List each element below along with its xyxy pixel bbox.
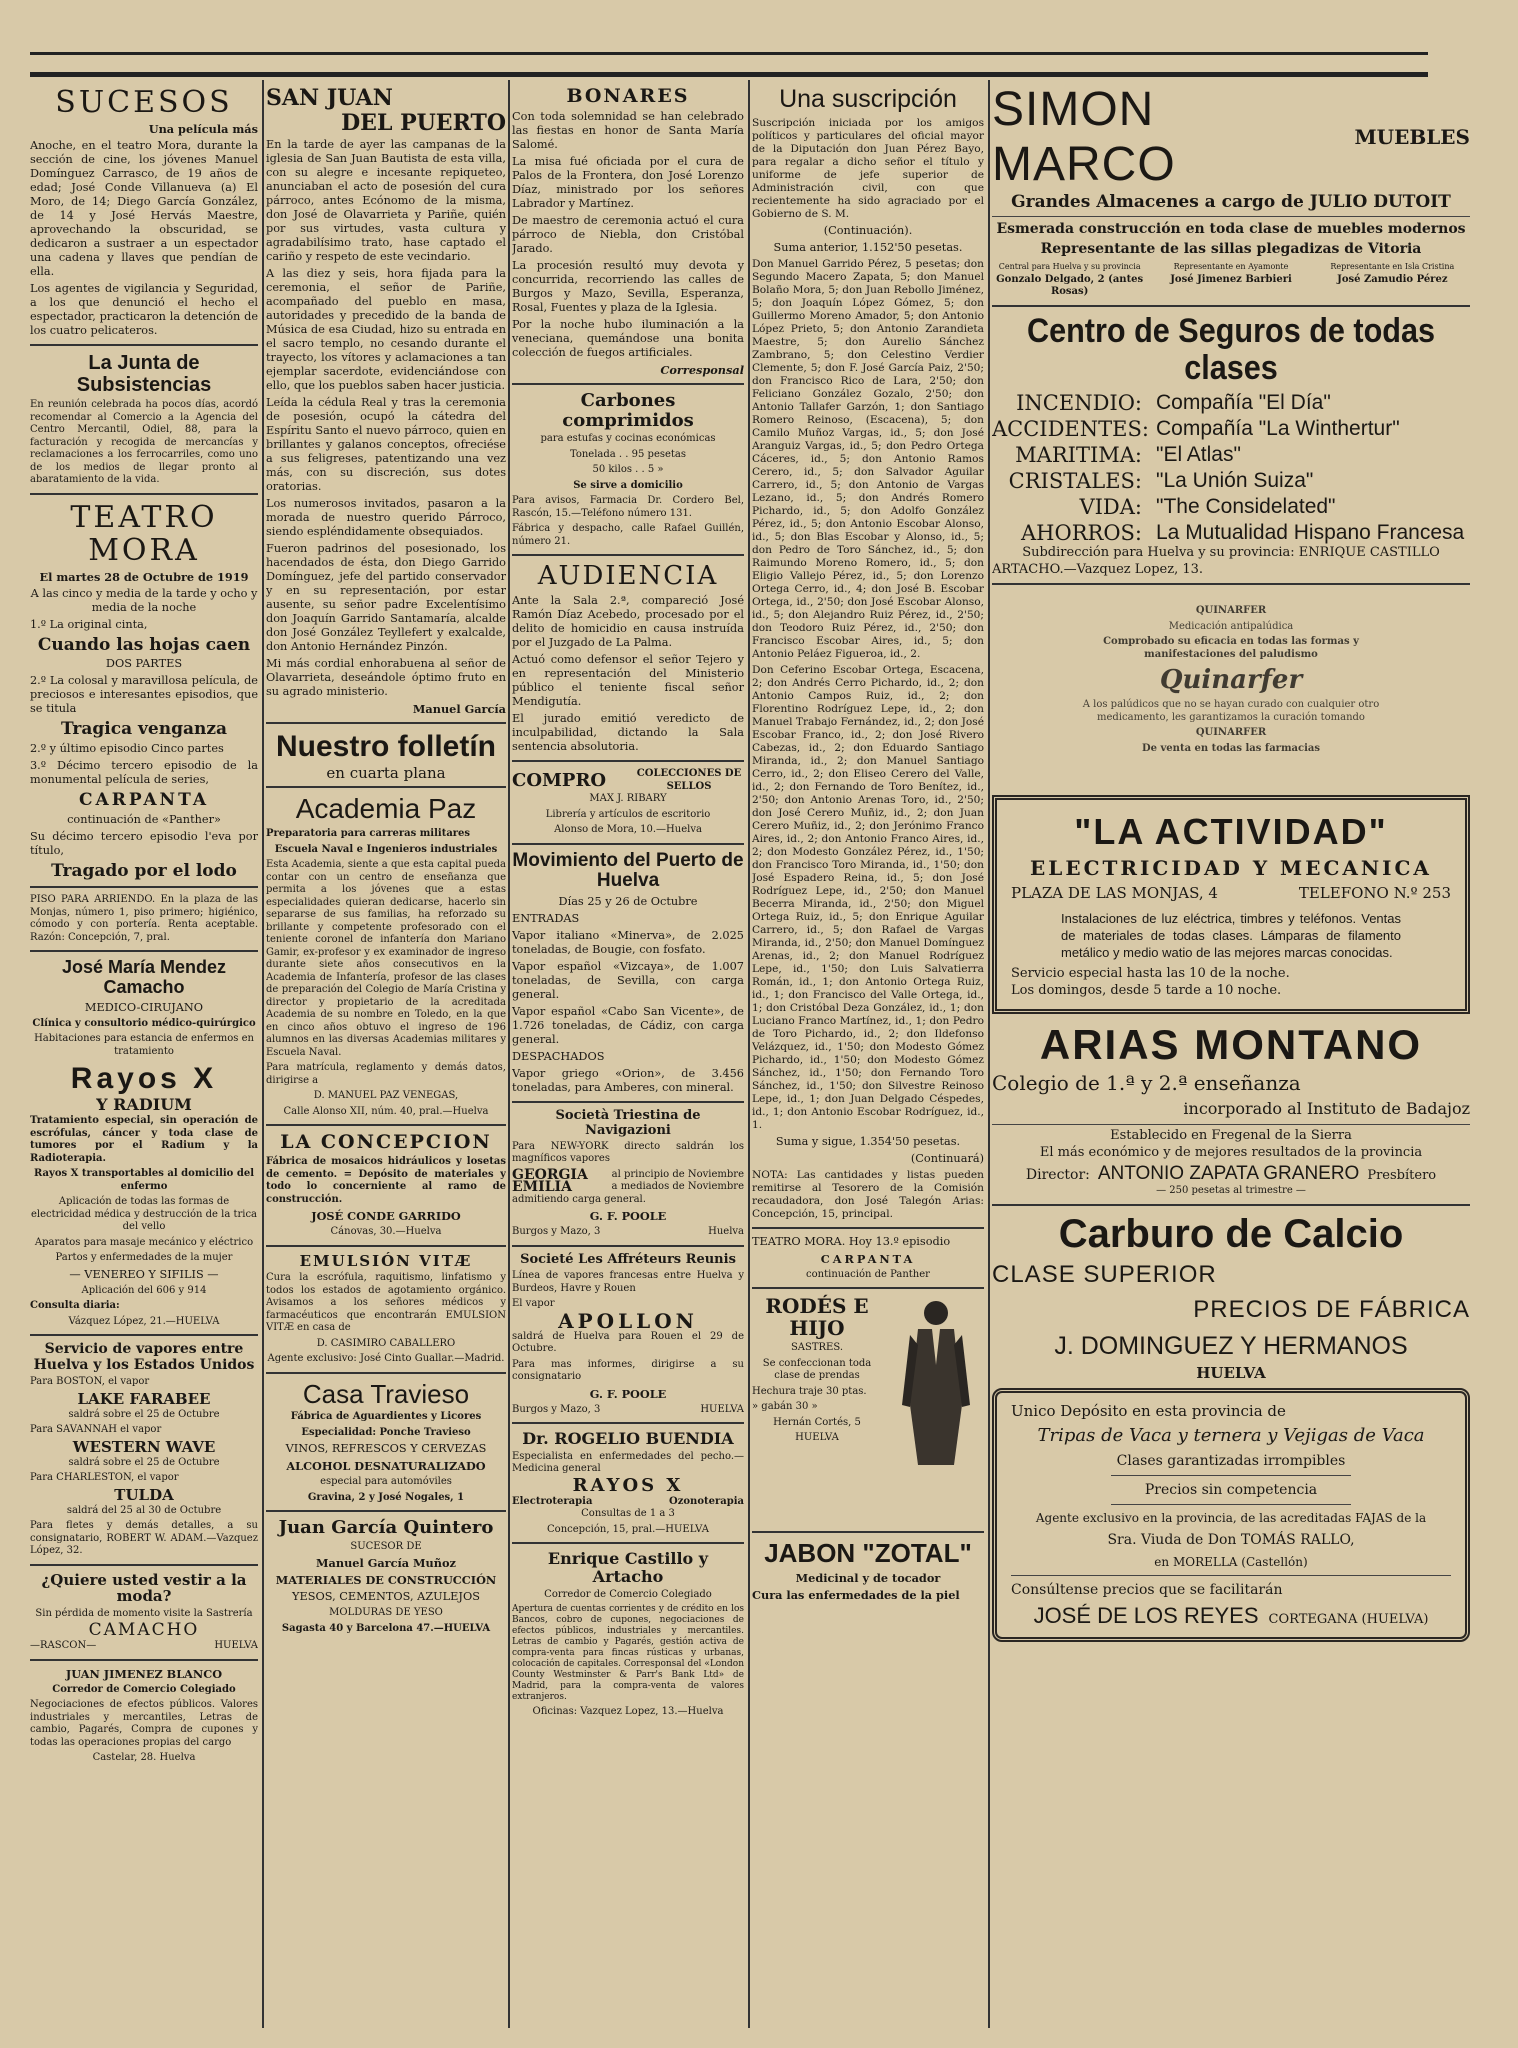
column-divider: [262, 80, 264, 2028]
suscripcion-paragraph: Don Manuel Garrido Pérez, 5 pesetas; don Segundo Macero Zapata, 5; don Manuel Bolaño Mora, 5; don Juan Rebollo Jiménez, 5; don Joaquín López Gómez, 5; don Guillermo Moreno Amador, 5; don Antonio López Prieto, 5; don Antonio Zarandieta Maestre, 5; don Aurelio Sánchez Zambrano, 5; don Celestino Verdier Clemente, 5; don F. José García Paiz, 2'50; don Francisco Rico de Lara, 2'50; don Feliciano González Gozalo, 2'50; don Antonio Tallafer Garzón, 1; don Santiago Romero Reinoso, (Escacena), 5; don Camilo Muñoz Vargas, id., 5; don José Aranguiz Vargas, id., 5; don Pedro Ortega Cáceres, id., 5; don Antonio Ramos Cerero, id., 5; don Salvador Aguilar Carrero, id., 5; don Antonio de Vargas Lezano, id., 5; don Andrés Romero Pichardo, id., 5; don Adolfo González Pérez, id., 5; don Antonio Escobar Alonso, id., 5; don Blas Escobar y Alonso, id., 5; don Pedro de Toro Sánchez, id., 5; don Raimundo Moreno Romero, id., 5; don Eligio Vallejo Pérez, id., 5; don Lorenzo Ortega Cerro, id., 4; don José B. Escobar Ortega, id., 2'50; don José Escobar Alonso, id., 5; don Alejandro Ruiz Pérez, id., 2'50; don Teodoro Ruiz Pérez, id., 2'50; don Francisco Escobar Aires, id., 5; don Antonio Peláez Figueroa, id., 2.: [752, 257, 984, 660]
travieso-line: Gravina, 2 y José Nogales, 1: [307, 1491, 465, 1503]
simon-side: MUEBLES: [1354, 125, 1470, 149]
rodes-line: Se confeccionan toda clase de prendas: [762, 1357, 872, 1381]
rodes-line: Hernán Cortés, 5: [773, 1416, 861, 1428]
triestina-line: Huelva: [708, 1226, 744, 1238]
puerto-line: Vapor griego «Orion», de 3.456 toneladas, para Amberes, con mineral.: [512, 1067, 744, 1095]
bonares-paragraph: Por la noche hubo iluminación a la veneciana, quemándose una bonita colección de fuegos artificiales.: [512, 317, 744, 359]
sanjuan-paragraph: Fueron padrinos del posesionado, los hacendados de ésta, don Diego Garrido Domínguez, jefe del partido conservador y en su representación, por estar ausente, su señor padre Excelentísimo don Joaquín Garrido Santamaría, alcalde don José González Teyllefert y exalcalde, don Antonio Hernández Pinzón.: [266, 542, 506, 654]
teatro-line: Su décimo tercero episodio l'eva por título,: [30, 829, 258, 857]
seguros-company: "El Atlas": [1156, 443, 1241, 467]
arias-name: ANTONIO ZAPATA GRANERO: [1097, 1163, 1360, 1185]
emulsion-agent: Agente exclusivo: José Cinto Guallar.—Madrid.: [267, 1353, 505, 1365]
quinarfer-name: Quinarfer: [1159, 665, 1303, 696]
simon-branch: Representante en Ayamonte: [1173, 262, 1289, 271]
simon-title: SIMON MARCO: [992, 83, 1176, 191]
column-3: [512, 82, 744, 2028]
carbones-line: Tonelada . . 95 pesetas: [569, 448, 687, 460]
academia-paragraph: Esta Academia, siente a que esta capital pueda contar con un centro de enseñanza que permita a los jóvenes que a estas especialidades quieran dedicarse, hacerlo sin separarse de sus familias, ha reforzado su brillante y competente profesorado con el teniente coronel de infantería don Mariano Gamir, ex-profesor y ex examinador de ingreso durante siete años consecutivos en la Academia de Infantería, profesor de las clases de preparación del Colegio de María Cristina y director y propietario de la acreditada Academia de su nombre en Toledo, en la que en cinco años obtuvo el ingreso de 196 alumnos en las diversas Academias militares y Escuela Naval.: [266, 859, 506, 1058]
quinarfer-ad: [1072, 605, 1390, 775]
buendia-line: Electroterapia: [512, 1495, 593, 1507]
sanjuan-paragraph: A las diez y seis, hora fijada para la ceremonia, el señor de Pariñe, acompañado del pueblo en masa, autoridades y precedido de la banda de Música de esa Ciudad, hizo su entrada en el sacro templo, no cesando durante el trayecto, los vítores y aclamaciones a tan ejemplar sacerdote, evidenciándose con ello, que los pueblos saben hacer justicia.: [266, 267, 506, 393]
actividad-sub: ELECTRICIDAD Y MECANICA: [1030, 855, 1432, 880]
suscripcion-line: Suma y sigue, 1.354'50 pesetas.: [775, 1134, 961, 1148]
seguros-row: [992, 468, 1470, 494]
rodes-title: RODÉS E HIJO: [765, 1294, 869, 1340]
simon-sub: Grandes Almacenes a cargo de JULIO DUTOIT: [1011, 192, 1451, 212]
affreteurs-line: El vapor: [512, 1298, 555, 1310]
column-divider: [988, 80, 990, 2028]
seguros-company: "La Unión Suiza": [1156, 469, 1314, 493]
tailor-figure-icon: [896, 1295, 976, 1475]
seguros-company: Compañía "La Winthertur": [1156, 417, 1400, 441]
carpanta-title: CARPANTA: [820, 1251, 916, 1266]
column-1: [30, 82, 258, 2028]
concepcion-addr: Cánovas, 30.—Huelva: [330, 1226, 442, 1238]
rodes-ad: [752, 1295, 984, 1525]
emulsion-paragraph: Cura la escrófula, raquitismo, linfatismo y todos los estados de agotamiento orgánico. Avisamos a los señores médicos y farmacéuticos que encontrarán EMULSION VITÆ en casa de: [266, 1272, 506, 1334]
simon-line: Representante de las sillas plegadizas de Vitoria: [1040, 241, 1422, 257]
puerto-line: Vapor italiano «Minerva», de 2.025 toneladas, de Bougie, con fosfato.: [512, 929, 744, 957]
bonares-paragraph: La misa fué oficiada por el cura de Palos de la Frontera, don José Lorenzo Díaz, ministrado por los señores Labrador y Martínez.: [512, 154, 744, 210]
sanjuan-paragraph: Mi más cordial enhorabuena al señor de Olavarrieta, deseándole óptimo fruto en su agrado ministerio.: [266, 657, 506, 699]
travieso-title: Casa Travieso: [302, 1378, 470, 1409]
seguros-list: [992, 390, 1470, 546]
audiencia-paragraph: El jurado emitió veredicto de inculpabilidad, dictando la Sala sentencia absolutoria.: [512, 712, 744, 754]
quintero-line: MOLDURAS DE YESO: [329, 1607, 443, 1619]
medico-line: Aplicación de todas las formas de electricidad médica y destrucción de la trica del vello: [30, 1196, 258, 1233]
triestina-line: admitiendo carga general.: [512, 1193, 646, 1205]
simon-branch: Representante en Isla Cristina: [1330, 262, 1455, 271]
bonares-title: BONARES: [566, 85, 690, 107]
carpanta-line: TEATRO MORA. Hoy 13.º episodio: [752, 1234, 951, 1248]
sucesos-paragraph: Anoche, en el teatro Mora, durante la sección de cine, los jóvenes Manuel Domínguez Carrasco, de 19 años de edad; José Conde Villanueva (a) El Moro, de 14; Diego García González, de 14 y José Hervás Maestre, aprovechando la obscuridad, se dedicaron a sustraer a un espectador una cadena y llaves que pendían de ella.: [30, 139, 258, 278]
bonares-paragraph: De maestro de ceremonia actuó el cura párroco de Niebla, don Cristóbal Jarado.: [512, 213, 744, 255]
seguros-row: [992, 416, 1470, 442]
triestina-line: Para NEW-YORK directo saldrán los magníficos vapores: [512, 1140, 744, 1165]
suscripcion-paragraph: Don Ceferino Escobar Ortega, Escacena, 2; don Andrés Cerro Pichardo, id., 2; don Antonio Campos Ruiz, id., 2; don Florentino Rodríguez Lepe, id., 2; don Manuel Trabajo Fernández, id., 2; don José Escobar Franco, id., 2; don José Rivero Cabezas, id., 2; don Eduardo Santiago Miranda, id., 2; don Manuel Santiago Cerro, id., 2; don Eliseo Cerero del Valle, id., 2; don Fernando de Toro Benítez, id., 2'50; don Antonio Arenas Toro, id., 2'50; don José Cerero Muñiz, id., 2; don Juan Cerero Muñiz, id., 2; don Jerónimo Franco Aires, id., 2; don Antonio Franco Aires, id., 2; don Modesto González Pérez, id., 1'50; don Francisco Toro Miranda, id., 1'50; don José Espadero Reina, id., 5; don José Rodríguez Lepe, id., 2'50; don Manuel Becerra Miranda, id., 2'50; don Miguel Ortega Ruiz, id., 5; don Enrique Aguilar Carrero, id., 5; don Rafael de Vargas Miranda, id., 2'50; don Manuel Domínguez Arenas, id., 2; don Manuel Rodríguez Lepe, id., 1'50; don Luis Salvatierra Román, id., 1; don Antonio Ortega Ruiz, id., 1; don Francisco del Valle Ortega, id., 1; don Cristóbal Deza González, id., 1; don Luciano Franco Martínez, id., 1; don Pedro de Toro Pichardo, id., 2; don Ildefonso Velázquez, id., 1'50; don Modesto Gómez Pichardo, id., 1'50; don Modesto Gómez Sánchez, id., 1'50; don Fernando Toro Sánchez, id., 1'50; don Silvestre Reinoso Lepe, id., 1; don Juan Delgado Céspedes, id., 1; don Antonio Escobar Rodríguez, id., 1.: [752, 663, 984, 1131]
column-divider: [508, 80, 510, 2028]
seguros-row: [992, 520, 1470, 546]
triestina-line: a mediados de Noviembre: [611, 1181, 744, 1193]
teatro-line: 3.º Décimo tercero episodio de la monumental película de series,: [30, 758, 258, 786]
piso-ad: PISO PARA ARRIENDO. En la plaza de las Monjas, número 1, piso primero; higiénico, cómodo y con portería. Renta aceptable. Razón: Concepción, 7, pral.: [30, 894, 258, 943]
column-5: [992, 82, 1470, 2028]
sanjuan-title: DEL PUERTO: [341, 110, 506, 137]
suscripcion-line: (Continuación).: [823, 223, 913, 237]
medico-line: Aplicación del 606 y 914: [81, 1284, 207, 1296]
quinarfer-line: QUINARFER: [1195, 727, 1267, 739]
buendia-line: Concepción, 15, pral.—HUELVA: [547, 1523, 709, 1535]
concepcion-paragraph: Fábrica de mosaicos hidráulicos y losetas de cemento. = Depósito de materiales y todo lo concerniente al ramo de construcción.: [266, 1156, 506, 1205]
actividad-addr: PLAZA DE LAS MONJAS, 4: [1011, 883, 1218, 902]
folletin-sub: en cuarta plana: [326, 764, 446, 783]
sucesos-title: SUCESOS: [55, 85, 233, 120]
tripas-line: Agente exclusivo en la provincia, de las acreditadas FAJAS de la: [1035, 1510, 1427, 1525]
vapores-title: Servicio de vapores entre Huelva y los Estados Unidos: [33, 1341, 255, 1373]
affreteurs-line: Para mas informes, dirigirse a su consignatario: [512, 1358, 744, 1383]
top-rule: [30, 52, 1428, 55]
column-divider: [748, 80, 750, 2028]
rodes-line: SASTRES.: [790, 1342, 844, 1353]
film-title: CARPANTA: [78, 789, 210, 810]
jimenez-line: Corredor de Comercio Colegiado: [52, 1683, 236, 1695]
puerto-line: Vapor español «Cabo San Vicente», de 1.726 toneladas, de Cádiz, con carga general.: [512, 1005, 744, 1047]
bonares-paragraph: Con toda solemnidad se han celebrado las fiestas en honor de Santa María Salomé.: [512, 109, 744, 151]
carpanta-line: continuación de Panther: [806, 1268, 930, 1280]
compro-line: MAX J. RIBARY: [589, 793, 667, 805]
arias-sub: Colegio de 1.ª y 2.ª enseñanza: [992, 1071, 1301, 1096]
rayos-title: Rayos X: [70, 1062, 218, 1096]
seguros-ad: [992, 313, 1470, 578]
sanjuan-paragraph: En la tarde de ayer las campanas de la iglesia de San Juan Bautista de esta villa, con su alegre e incesante repiqueteo, anunciaban el acto de posesión del cura párroco, antes Ecónomo de la misma, don José de Olavarrieta y Pariñe, quién por sus virtudes, vasta cultura y agradabilísimo trato, hase captado el cariño y respeto de este vecindario.: [266, 138, 506, 264]
emulsion-title: EMULSIÓN VITÆ: [299, 1251, 473, 1270]
simon-branch: Central para Huelva y su provincia: [998, 262, 1141, 271]
affreteurs-agent: G. F. POOLE: [589, 1386, 667, 1401]
quintero-line: SUCESOR DE: [350, 1540, 422, 1552]
radium-title: Y RADIUM: [96, 1095, 192, 1115]
rodes-line: » gabán 30 »: [752, 1401, 818, 1412]
seguros-footer: ARTACHO.—Vazquez Lopez, 13.: [992, 562, 1204, 578]
tripas-line: Precios sin competencia: [1144, 1481, 1318, 1498]
arias-line: incorporado al Instituto de Badajoz: [1183, 1099, 1470, 1119]
vestir-name: CAMACHO: [88, 1620, 200, 1641]
ship-name: GEORGIA: [512, 1166, 588, 1183]
carbones-line: 50 kilos . . 5 »: [592, 464, 664, 476]
seguros-type: MARITIMA:: [1015, 443, 1142, 468]
carbones-line: para estufas y cocinas económicas: [540, 433, 716, 445]
quintero-name: Juan García Quintero: [278, 1517, 494, 1539]
seguros-company: "The Considelated": [1156, 495, 1336, 519]
ship-name: APOLLON: [558, 1308, 698, 1333]
actividad-line: Los domingos, desde 5 tarde a 10 noche.: [1011, 982, 1282, 998]
audiencia-paragraph: Ante la Sala 2.ª, compareció José Ramón Díaz Acebedo, procesado por el delito de homicidio en causa instruída por el Juzgado de La Palma.: [512, 594, 744, 650]
audiencia-paragraph: Actuó como defensor el señor Tejero y en representación del Ministerio público el teniente fiscal señor Mendigutía.: [512, 653, 744, 709]
sanjuan-paragraph: Los numerosos invitados, pasaron a la morada de nuestro querido Párroco, siendo espléndidamente obsequiados.: [266, 497, 506, 539]
affreteurs-line: Burgos y Mazo, 3: [512, 1403, 601, 1415]
rodes-line: HUELVA: [795, 1432, 839, 1443]
ship-name: WESTERN WAVE: [72, 1437, 216, 1456]
seguros-type: ACCIDENTES:: [992, 417, 1149, 442]
affreteurs-title: Societé Les Affréteurs Reunis: [520, 1251, 736, 1267]
column-4: [752, 82, 984, 2028]
tripas-ad: [992, 1388, 1470, 1642]
academia-paragraph: Para matrícula, reglamento y demás datos, dirigirse a: [266, 1062, 506, 1086]
academia-paragraph: Calle Alonso XII, núm. 40, pral.—Huelva: [283, 1105, 489, 1117]
zotal-line: Cura las enfermedades de la piel: [752, 1587, 960, 1602]
academia-sub: Preparatoria para carreras militares: [266, 828, 471, 840]
puerto-heading: ENTRADAS: [512, 912, 580, 926]
academia-paragraph: D. MANUEL PAZ VENEGAS,: [313, 1090, 459, 1102]
sucesos-paragraph: Los agentes de vigilancia y Seguridad, a los que denunció el hecho el espectador, practicaron la detención de los cuatro pelicateros.: [30, 282, 258, 337]
teatro-time: A las cinco y media de la tarde y ocho y media de la noche: [30, 586, 258, 614]
triestina-line: Burgos y Mazo, 3: [512, 1226, 601, 1238]
quinarfer-line: Medicación antipalúdica: [1168, 620, 1294, 632]
folletin-title: Nuestro folletín: [275, 730, 496, 764]
seguros-type: CRISTALES:: [1008, 469, 1142, 494]
travieso-line: especial para automóviles: [320, 1476, 452, 1488]
arias-title: ARIAS MONTANO: [1039, 1020, 1423, 1068]
concepcion-name: JOSÉ CONDE GARRIDO: [311, 1209, 461, 1224]
bonares-paragraph: La procesión resultó muy devota y concurrida, recorriendo las calles de Burgos y Mazo, Sevilla, Esperanza, Rosal, Fuentes y plaza de la Iglesia.: [512, 258, 744, 314]
affreteurs-line: saldrá de Huelva para Rouen el 29 de Octubre.: [512, 1330, 744, 1355]
arias-pres: Presbítero: [1367, 1168, 1437, 1184]
triestina-line: al principio de Noviembre: [611, 1168, 744, 1180]
puerto-title: Movimiento del Puerto de Huelva: [512, 849, 744, 892]
jimenez-line: Negociaciones de efectos públicos. Valores industriales y mercantiles, Letras de cambio, Pagarés, Compra de cupones y todas las operaciones propias del cargo: [30, 1699, 258, 1748]
seguros-row: [992, 494, 1470, 520]
compro-line: Librería y artículos de escritorio: [545, 808, 711, 820]
teatro-line: continuación de «Panther»: [67, 812, 221, 826]
compro-line: Alonso de Mora, 10.—Huelva: [554, 824, 702, 836]
suscripcion-paragraph: Suscripción iniciada por los amigos políticos y particulares del oficial mayor de la Diputación don Juan Pérez Bayo, para regalar a dicho señor el título y uniforme de jefe superior de Administración civil, con que recientemente ha sido agraciado por el Gobierno de S. M.: [752, 116, 984, 220]
teatro-line: 2.º La colosal y maravillosa película, de preciosos e interesantes episodios, que se titula: [30, 674, 258, 716]
buendia-rayos: RAYOS X: [572, 1474, 684, 1496]
jimenez-name: JUAN JIMENEZ BLANCO: [65, 1666, 223, 1681]
tripas-city: CORTEGANA (HUELVA): [1268, 1611, 1429, 1627]
carburo-name: J. DOMINGUEZ Y HERMANOS: [1054, 1331, 1408, 1360]
top-rule-thick: [30, 72, 1428, 77]
castillo-line: Oficinas: Vazquez Lopez, 13.—Huelva: [532, 1706, 724, 1718]
compro-right: COLECCIONES DE SELLOS: [636, 768, 742, 792]
tripas-name: JOSÉ DE LOS REYES: [1033, 1602, 1259, 1628]
medico-line: Vázquez López, 21.—HUELVA: [68, 1315, 220, 1327]
triestina-agent: G. F. POOLE: [589, 1209, 667, 1224]
zotal-line: Medicinal y de tocador: [795, 1570, 941, 1585]
tripas-line: Clases garantizadas irrompibles: [1116, 1452, 1346, 1469]
arias-line: — 250 pesetas al trimestre —: [1156, 1185, 1306, 1197]
carburo-line: PRECIOS DE FÁBRICA: [1193, 1295, 1470, 1323]
medico-line: Consulta diaria:: [30, 1300, 120, 1312]
junta-paragraph: En reunión celebrada ha pocos días, acordó recomendar al Comercio a la Agencia del Centro Mercantil, Odiel, 88, para la facturación y recogida de mercancías y reclamaciones a los ferrocarriles, como uno de los medios de llegar pronto al abaratamiento de la vida.: [30, 399, 258, 485]
ship-name: TULDA: [114, 1485, 174, 1504]
travieso-line: ALCOHOL DESNATURALIZADO: [286, 1459, 486, 1474]
buendia-line: Consultas de 1 a 3: [581, 1508, 675, 1520]
arias-dir: Director:: [1025, 1167, 1090, 1184]
suscripcion-paragraph: NOTA: Las cantidades y listas pueden remitirse al Tesorero de la Comisión recaudadora, don José Talegón Arias: Concepción, 15, principal.: [752, 1168, 984, 1220]
jimenez-line: Castelar, 28. Huelva: [92, 1752, 196, 1764]
puerto-line: Vapor español «Vizcaya», de 1.007 toneladas, de Sevilla, con carga general.: [512, 960, 744, 1002]
puerto-date: Días 25 y 26 de Octubre: [558, 895, 698, 909]
simon-branch: Gonzalo Delgado, 2 (antes Rosas): [996, 273, 1144, 297]
teatro-title: TEATRO MORA: [70, 499, 218, 568]
sanjuan-paragraph: Leída la cédula Real y tras la ceremonia de posesión, ocupó la cátedra del Espíritu Santo el nuevo párroco, quien en brillantes y galanos conceptos, ofreciése a sus feligreses, patentizando una vez más, con su discreción, sus dotes oratorias.: [266, 396, 506, 494]
seguros-type: VIDA:: [1079, 495, 1142, 520]
arias-line: El más económico y de mejores resultados de la provincia: [1039, 1145, 1423, 1161]
vapores-line: Para CHARLESTON, el vapor: [30, 1472, 179, 1484]
carbones-title: Carbones comprimidos: [562, 389, 694, 431]
vapores-line: Para fletes y demás detalles, a su consignatario, ROBERT W. ADAM.—Vazquez López, 32.: [30, 1520, 258, 1557]
affreteurs-line: HUELVA: [700, 1403, 744, 1415]
medico-line: Habitaciones para estancia de enfermos en tratamiento: [34, 1033, 254, 1057]
suscripcion-line: (Continuará): [910, 1151, 984, 1165]
actividad-ad: [992, 795, 1470, 1014]
seguros-type: AHORROS:: [1021, 521, 1142, 546]
audiencia-title: AUDIENCIA: [537, 561, 719, 592]
medico-line: Tratamiento especial, sin operación de escrófulas, cáncer y toda clase de tumores por el Radium y la Radioterapia.: [30, 1115, 258, 1164]
quinarfer-line: QUINARFER: [1195, 605, 1267, 617]
carbones-line: Se sirve a domicilio: [573, 479, 683, 491]
quintero-line: Sagasta 40 y Barcelona 47.—HUELVA: [281, 1622, 491, 1634]
film-title: Tragado por el lodo: [51, 860, 237, 881]
sucesos-subtitle: Una película más: [148, 122, 258, 136]
sanjuan-title: SAN JUAN: [266, 85, 393, 111]
film-title: Cuando las hojas caen: [37, 634, 251, 655]
seguros-title: Centro de Seguros de todas clases: [1026, 311, 1436, 387]
ship-name: EMILIA: [512, 1179, 572, 1196]
actividad-title: "LA ACTIVIDAD": [1074, 811, 1388, 853]
vestir-title: ¿Quiere usted vestir a la moda?: [41, 1570, 247, 1606]
travieso-line: Especialidad: Ponche Travieso: [301, 1426, 471, 1438]
travieso-line: Fábrica de Aguardientes y Licores: [290, 1411, 482, 1423]
medico-line: Aparatos para masaje mecánico y eléctrico: [34, 1236, 254, 1248]
emulsion-name: D. CASIMIRO CABALLERO: [316, 1337, 456, 1349]
film-title: Tragica venganza: [61, 719, 227, 740]
seguros-type: INCENDIO:: [1016, 391, 1142, 416]
triestina-title: Società Triestina de Navigazioni: [555, 1108, 701, 1138]
column-2: [266, 82, 506, 2028]
tripas-line: Sra. Viuda de Don TOMÁS RALLO,: [1107, 1531, 1355, 1548]
castillo-title: Enrique Castillo y Artacho: [547, 1549, 709, 1586]
buendia-title: Dr. ROGELIO BUENDIA: [522, 1429, 734, 1449]
travieso-line: VINOS, REFRESCOS Y CERVEZAS: [285, 1442, 487, 1456]
vestir-line: HUELVA: [214, 1640, 258, 1652]
carburo-line: CLASE SUPERIOR: [992, 1260, 1217, 1288]
vapores-line: Para SAVANNAH el vapor: [30, 1424, 162, 1436]
teatro-date: El martes 28 de Octubre de 1919: [39, 569, 249, 584]
seguros-footer: Subdirección para Huelva y su provincia: ENRIQUE CASTILLO: [1022, 545, 1440, 561]
tripas-line: Tripas de Vaca y ternera y Vejigas de Vaca: [1037, 1424, 1425, 1446]
academia-title: Academia Paz: [295, 793, 477, 825]
sanjuan-signature: Manuel García: [412, 702, 506, 717]
tripas-line: Consúltense precios que se facilitarán: [1011, 1581, 1283, 1598]
vestir-line: —RASCON—: [30, 1640, 97, 1652]
carburo-city: HUELVA: [1196, 1363, 1266, 1382]
vapores-line: saldrá sobre el 25 de Octubre: [68, 1408, 220, 1420]
puerto-heading: DESPACHADOS: [512, 1050, 605, 1064]
carburo-title: Carburo de Calcio: [1058, 1211, 1404, 1256]
castillo-line: Corredor de Comercio Colegiado: [544, 1588, 712, 1600]
teatro-line: 2.º y último episodio Cinco partes: [30, 741, 224, 755]
medico-line: — VENEREO Y SIFILIS —: [69, 1267, 219, 1281]
tripas-line: en MORELLA (Castellón): [1154, 1554, 1308, 1569]
affreteurs-line: Línea de vapores francesas entre Huelva y Burdeos, Havre y Rouen: [512, 1270, 744, 1294]
seguros-company: Compañía "El Día": [1156, 391, 1331, 415]
suscripcion-title: Una suscripción: [779, 85, 957, 113]
junta-title: La Junta de Subsistencias: [76, 352, 212, 396]
medico-line: Partos y enfermedades de la mujer: [55, 1252, 233, 1264]
simon-branch: José Jimenez Barbieri: [1170, 273, 1292, 285]
simon-line: Esmerada construcción en toda clase de muebles modernos: [996, 221, 1466, 237]
seguros-company: La Mutualidad Hispano Francesa: [1156, 521, 1465, 545]
arias-line: Establecido en Fregenal de la Sierra: [1110, 1128, 1352, 1144]
actividad-tel: TELEFONO N.º 253: [1298, 883, 1451, 902]
vestir-line: Sin pérdida de momento visite la Sastrería: [35, 1607, 253, 1619]
seguros-row: [992, 442, 1470, 468]
quintero-line: MATERIALES DE CONSTRUCCIÓN: [275, 1573, 497, 1588]
medico-name: José María Mendez Camacho: [61, 957, 227, 998]
quinarfer-line: A los palúdicos que no se hayan curado con cualquier otro medicamento, les garantizamos la curación tomando: [1082, 699, 1380, 723]
medico-title: MEDICO-CIRUJANO: [84, 1000, 204, 1014]
buendia-line: Ozonoterapia: [669, 1495, 744, 1507]
teatro-line: DOS PARTES: [105, 657, 183, 671]
quinarfer-line: Comprobado su eficacia en todas las formas y manifestaciones del paludismo: [1103, 636, 1359, 660]
tripas-line: Unico Depósito en esta provincia de: [1011, 1401, 1286, 1420]
compro-title: COMPRO: [512, 770, 607, 792]
actividad-line: Servicio especial hasta las 10 de la noche.: [1011, 965, 1290, 981]
rodes-line: Hechura traje 30 ptas.: [752, 1385, 867, 1397]
ship-name: LAKE FARABEE: [77, 1389, 211, 1408]
vapores-line: saldrá sobre el 25 de Octubre: [68, 1456, 220, 1468]
vapores-line: Para BOSTON, el vapor: [30, 1376, 150, 1388]
simon-branch: José Zamudio Pérez: [1337, 273, 1448, 285]
bonares-signature: Corresponsal: [660, 362, 744, 377]
medico-line: Rayos X transportables al domicilio del enfermo: [33, 1168, 254, 1192]
suscripcion-line: Suma anterior, 1.152'50 pesetas.: [773, 240, 963, 254]
buendia-line: Especialista en enfermedades del pecho.—Medicina general: [512, 1450, 744, 1475]
teatro-line: 1.º La original cinta,: [30, 617, 148, 631]
concepcion-title: LA CONCEPCION: [280, 1131, 492, 1154]
actividad-paragraph: Instalaciones de luz eléctrica, timbres y teléfonos. Ventas de materiales de todas clases. Lámparas de filamento metálico y medio watio de las mejores marcas conocidas.: [1061, 910, 1401, 960]
seguros-row: [992, 390, 1470, 416]
academia-sub: Escuela Naval e Ingenieros industriales: [274, 843, 498, 855]
quintero-line: Manuel García Muñoz: [316, 1556, 456, 1571]
vapores-line: saldrá del 25 al 30 de Octubre: [66, 1504, 222, 1516]
carbones-line: Para avisos, Farmacia Dr. Cordero Bel, Rascón, 15.—Teléfono número 131.: [512, 495, 744, 519]
carbones-line: Fábrica y despacho, calle Rafael Guillén, número 21.: [512, 523, 744, 547]
medico-line: Clínica y consultorio médico-quirúrgico: [32, 1017, 256, 1029]
quinarfer-line: De venta en todas las farmacias: [1141, 742, 1321, 754]
quintero-line: YESOS, CEMENTOS, AZULEJOS: [292, 1590, 480, 1604]
castillo-line: Apertura de cuentas corrientes y de crédito en los Bancos, cobro de cupones, negociaciones de efectos públicos, industriales y mercantiles. Letras de cambio y Pagarés, gestión activa de compra-venta para fincas rústicas y urbanas, colocación de capitales. Corresponsal del «London County Westminster & Parr's Bank Ltd» de Madrid, para la compra-venta de valores extranjeros.: [512, 1604, 744, 1703]
zotal-title: JABON "ZOTAL": [764, 1538, 972, 1568]
